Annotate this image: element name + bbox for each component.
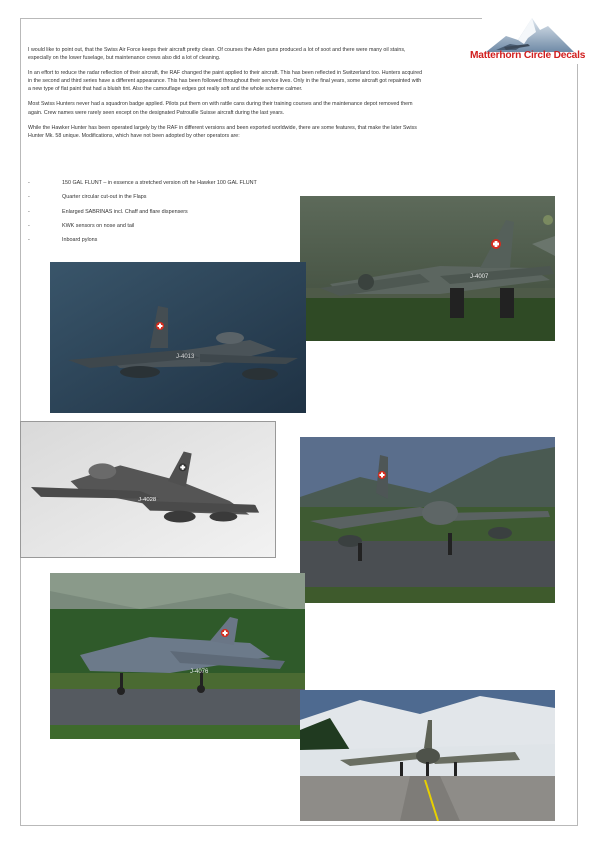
- hunter-photo-flight-blue: [50, 262, 306, 413]
- feature-text: KWK sensors on nose and tail: [62, 222, 135, 229]
- list-item: [28, 194, 308, 208]
- list-item: [28, 223, 308, 237]
- paragraph-1: I would like to point out, that the Swiss Air Force keeps their aircraft pretty clean. Of courses the Aden guns produced a lot of soot and there were many oil stains, especially on the lower fuselage, but maintenance crews also did a lot of cleaning.: [28, 47, 406, 62]
- list-item: [28, 180, 308, 194]
- article-body: [28, 46, 424, 147]
- page-frame-bottom: [20, 825, 578, 826]
- feature-text: Enlarged SABRINAS incl. Chaff and flare dispensers: [62, 208, 188, 215]
- paragraph-3: Most Swiss Hunters never had a squadron badge applied. Pilots put them on with rattle cans during their training courses and the maintenance depot removed them again. Crew names were rarely seen except on the designated Patrouille Suisse aircraft during the last years.: [28, 101, 413, 116]
- bullet-dash: -: [28, 222, 30, 229]
- page-frame-top: [20, 18, 482, 19]
- list-item: [28, 209, 308, 223]
- aircraft-serial: J-4076: [190, 669, 209, 675]
- hunter-photo-taxi-mountains: [300, 437, 555, 603]
- aircraft-serial: J-4013: [176, 354, 195, 360]
- feature-text: 150 GAL FLUNT – in essence a stretched version oft he Hawker 100 GAL FLUNT: [62, 180, 257, 186]
- feature-text: Inboard pylons: [62, 237, 98, 244]
- aircraft-serial: J-4007: [470, 274, 489, 280]
- bullet-dash: -: [28, 194, 30, 201]
- hunter-photo-taxi-pair: [300, 196, 555, 341]
- feature-text: Quarter circular cut-out in the Flaps: [62, 194, 147, 201]
- feature-list: [28, 180, 308, 251]
- bullet-dash: -: [28, 208, 30, 215]
- hunter-photo-bw-flight: [20, 421, 276, 558]
- paragraph-4: While the Hawker Hunter has been operated largely by the RAF in different versions and been exported worldwide, there are some features, that make the later Swiss Hunter Mk. 58 unique. Modifications, which have not been adopted by other operators are:: [28, 124, 417, 139]
- page-frame-right: [577, 64, 578, 826]
- hunter-photo-snow-runway: [300, 690, 555, 821]
- brand-name: Matterhorn Circle Decals: [470, 50, 586, 61]
- bullet-dash: -: [28, 180, 30, 186]
- list-item: [28, 237, 308, 251]
- bullet-dash: -: [28, 237, 30, 244]
- paragraph-2: In an effort to reduce the radar reflection of their aircraft, the RAF changed the paint applied to their aircraft. This has been reflected in Switzerland too. Hunters acquired in the second and third series have a different appearance. This has been followed throughout their service lives. Only in the final years, some aircraft got repainted with a new type of flat paint that had a bluish tint. Also the camouflage edges got really soft and the whole scheme calmer.: [28, 70, 423, 93]
- hunter-photo-landing-forest: [50, 573, 305, 739]
- aircraft-serial: J-4028: [138, 496, 157, 503]
